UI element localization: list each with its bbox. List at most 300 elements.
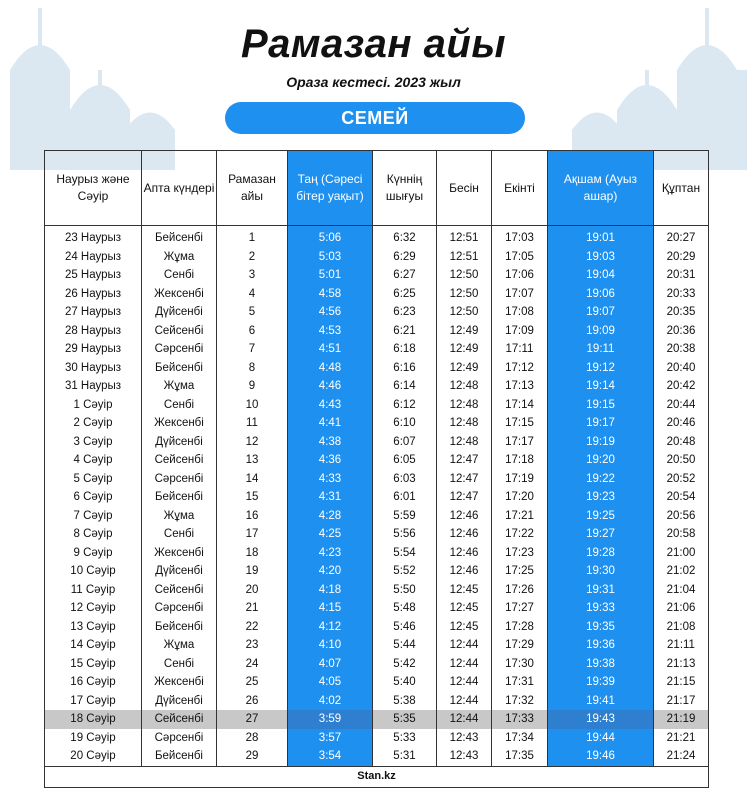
cell-suhoor: 3:57: [288, 729, 373, 748]
table-row: [45, 340, 709, 359]
cell-asr: 17:27: [492, 599, 548, 618]
cell-iftar: 19:27: [548, 525, 654, 544]
cell-iftar: 19:35: [548, 618, 654, 637]
cell-iftar: 19:20: [548, 451, 654, 470]
cell-weekday: Сенбі: [142, 396, 217, 415]
table-row: [45, 248, 709, 267]
cell-isha: 20:29: [654, 248, 709, 267]
cell-isha: 21:24: [654, 747, 709, 766]
cell-iftar: 19:25: [548, 507, 654, 526]
cell-suhoor: 4:46: [288, 377, 373, 396]
cell-sunrise: 5:33: [373, 729, 437, 748]
cell-iftar: 19:33: [548, 599, 654, 618]
cell-sunrise: 5:46: [373, 618, 437, 637]
cell-date: 12 Сәуір: [45, 599, 142, 618]
cell-date: 2 Сәуір: [45, 414, 142, 433]
cell-ramadan-day: 10: [217, 396, 288, 415]
cell-sunrise: 5:42: [373, 655, 437, 674]
cell-isha: 21:19: [654, 710, 709, 729]
cell-isha: 20:42: [654, 377, 709, 396]
table-row: [45, 226, 709, 248]
cell-isha: 20:52: [654, 470, 709, 489]
cell-ramadan-day: 5: [217, 303, 288, 322]
cell-weekday: Бейсенбі: [142, 359, 217, 378]
cell-suhoor: 4:51: [288, 340, 373, 359]
col-header-ramadan-day: Рамазан айы: [217, 151, 288, 226]
cell-dhuhr: 12:47: [437, 451, 492, 470]
cell-ramadan-day: 8: [217, 359, 288, 378]
cell-isha: 20:33: [654, 285, 709, 304]
cell-iftar: 19:43: [548, 710, 654, 729]
cell-ramadan-day: 6: [217, 322, 288, 341]
cell-sunrise: 5:54: [373, 544, 437, 563]
cell-iftar: 19:11: [548, 340, 654, 359]
cell-ramadan-day: 25: [217, 673, 288, 692]
cell-ramadan-day: 13: [217, 451, 288, 470]
cell-date: 8 Сәуір: [45, 525, 142, 544]
cell-iftar: 19:03: [548, 248, 654, 267]
page-title: Рамазан айы: [240, 22, 507, 66]
cell-asr: 17:09: [492, 322, 548, 341]
cell-sunrise: 6:18: [373, 340, 437, 359]
cell-asr: 17:17: [492, 433, 548, 452]
cell-date: 28 Наурыз: [45, 322, 142, 341]
cell-ramadan-day: 2: [217, 248, 288, 267]
cell-dhuhr: 12:44: [437, 673, 492, 692]
cell-asr: 17:19: [492, 470, 548, 489]
cell-isha: 20:46: [654, 414, 709, 433]
cell-sunrise: 5:52: [373, 562, 437, 581]
cell-dhuhr: 12:46: [437, 525, 492, 544]
cell-ramadan-day: 20: [217, 581, 288, 600]
cell-isha: 20:40: [654, 359, 709, 378]
table-row: [45, 266, 709, 285]
table-row: [45, 729, 709, 748]
table-row: [45, 599, 709, 618]
cell-iftar: 19:14: [548, 377, 654, 396]
table-row: [45, 303, 709, 322]
cell-date: 13 Сәуір: [45, 618, 142, 637]
cell-dhuhr: 12:51: [437, 248, 492, 267]
cell-weekday: Сәрсенбі: [142, 340, 217, 359]
cell-sunrise: 6:01: [373, 488, 437, 507]
cell-suhoor: 4:07: [288, 655, 373, 674]
cell-iftar: 19:31: [548, 581, 654, 600]
cell-weekday: Жұма: [142, 248, 217, 267]
cell-suhoor: 4:15: [288, 599, 373, 618]
cell-date: 25 Наурыз: [45, 266, 142, 285]
cell-iftar: 19:30: [548, 562, 654, 581]
cell-sunrise: 6:29: [373, 248, 437, 267]
cell-isha: 20:50: [654, 451, 709, 470]
cell-sunrise: 5:40: [373, 673, 437, 692]
cell-weekday: Бейсенбі: [142, 488, 217, 507]
table-row: [45, 747, 709, 766]
cell-weekday: Сенбі: [142, 266, 217, 285]
cell-asr: 17:23: [492, 544, 548, 563]
table-row: [45, 433, 709, 452]
cell-isha: 20:44: [654, 396, 709, 415]
cell-ramadan-day: 24: [217, 655, 288, 674]
cell-sunrise: 6:03: [373, 470, 437, 489]
cell-suhoor: 4:56: [288, 303, 373, 322]
cell-asr: 17:34: [492, 729, 548, 748]
cell-dhuhr: 12:50: [437, 303, 492, 322]
cell-ramadan-day: 17: [217, 525, 288, 544]
cell-date: 15 Сәуір: [45, 655, 142, 674]
cell-ramadan-day: 1: [217, 226, 288, 248]
cell-suhoor: 4:43: [288, 396, 373, 415]
cell-date: 14 Сәуір: [45, 636, 142, 655]
cell-date: 10 Сәуір: [45, 562, 142, 581]
cell-suhoor: 5:06: [288, 226, 373, 248]
cell-iftar: 19:36: [548, 636, 654, 655]
cell-date: 31 Наурыз: [45, 377, 142, 396]
cell-suhoor: 4:36: [288, 451, 373, 470]
cell-ramadan-day: 7: [217, 340, 288, 359]
cell-weekday: Дүйсенбі: [142, 433, 217, 452]
cell-weekday: Сейсенбі: [142, 322, 217, 341]
cell-dhuhr: 12:48: [437, 377, 492, 396]
cell-suhoor: 4:58: [288, 285, 373, 304]
cell-asr: 17:03: [492, 226, 548, 248]
cell-isha: 21:02: [654, 562, 709, 581]
cell-suhoor: 3:59: [288, 710, 373, 729]
cell-sunrise: 6:05: [373, 451, 437, 470]
cell-weekday: Сейсенбі: [142, 710, 217, 729]
cell-sunrise: 6:07: [373, 433, 437, 452]
cell-ramadan-day: 22: [217, 618, 288, 637]
cell-iftar: 19:15: [548, 396, 654, 415]
cell-iftar: 19:41: [548, 692, 654, 711]
cell-asr: 17:13: [492, 377, 548, 396]
cell-weekday: Жексенбі: [142, 414, 217, 433]
cell-dhuhr: 12:44: [437, 692, 492, 711]
cell-ramadan-day: 26: [217, 692, 288, 711]
cell-asr: 17:06: [492, 266, 548, 285]
cell-dhuhr: 12:49: [437, 340, 492, 359]
cell-weekday: Жұма: [142, 377, 217, 396]
city-badge: СЕМЕЙ: [225, 102, 525, 134]
cell-dhuhr: 12:48: [437, 396, 492, 415]
cell-date: 26 Наурыз: [45, 285, 142, 304]
cell-suhoor: 4:38: [288, 433, 373, 452]
cell-isha: 20:54: [654, 488, 709, 507]
table-row: [45, 322, 709, 341]
cell-sunrise: 6:16: [373, 359, 437, 378]
cell-isha: 21:04: [654, 581, 709, 600]
cell-asr: 17:32: [492, 692, 548, 711]
cell-iftar: 19:19: [548, 433, 654, 452]
cell-asr: 17:25: [492, 562, 548, 581]
cell-weekday: Сәрсенбі: [142, 599, 217, 618]
cell-asr: 17:29: [492, 636, 548, 655]
cell-iftar: 19:07: [548, 303, 654, 322]
cell-date: 4 Сәуір: [45, 451, 142, 470]
cell-weekday: Жұма: [142, 507, 217, 526]
cell-dhuhr: 12:44: [437, 655, 492, 674]
cell-suhoor: 4:18: [288, 581, 373, 600]
cell-suhoor: 4:33: [288, 470, 373, 489]
cell-weekday: Бейсенбі: [142, 226, 217, 248]
cell-sunrise: 6:14: [373, 377, 437, 396]
cell-asr: 17:05: [492, 248, 548, 267]
cell-suhoor: 5:01: [288, 266, 373, 285]
table-row: [45, 710, 709, 729]
cell-ramadan-day: 11: [217, 414, 288, 433]
cell-date: 30 Наурыз: [45, 359, 142, 378]
table-row: [45, 655, 709, 674]
cell-sunrise: 6:23: [373, 303, 437, 322]
cell-suhoor: 4:48: [288, 359, 373, 378]
cell-suhoor: 4:28: [288, 507, 373, 526]
cell-date: 29 Наурыз: [45, 340, 142, 359]
cell-dhuhr: 12:47: [437, 488, 492, 507]
cell-ramadan-day: 28: [217, 729, 288, 748]
table-row: [45, 544, 709, 563]
cell-iftar: 19:01: [548, 226, 654, 248]
cell-date: 19 Сәуір: [45, 729, 142, 748]
cell-date: 6 Сәуір: [45, 488, 142, 507]
cell-date: 5 Сәуір: [45, 470, 142, 489]
table-row: [45, 618, 709, 637]
cell-asr: 17:18: [492, 451, 548, 470]
cell-ramadan-day: 14: [217, 470, 288, 489]
cell-suhoor: 4:05: [288, 673, 373, 692]
cell-ramadan-day: 27: [217, 710, 288, 729]
cell-asr: 17:30: [492, 655, 548, 674]
table-row: [45, 414, 709, 433]
col-header-suhoor: Таң (Сәресі бітер уақыт): [288, 151, 373, 226]
cell-dhuhr: 12:48: [437, 414, 492, 433]
cell-ramadan-day: 29: [217, 747, 288, 766]
cell-sunrise: 6:12: [373, 396, 437, 415]
cell-isha: 20:48: [654, 433, 709, 452]
cell-weekday: Сәрсенбі: [142, 470, 217, 489]
cell-asr: 17:35: [492, 747, 548, 766]
cell-isha: 20:38: [654, 340, 709, 359]
cell-sunrise: 6:27: [373, 266, 437, 285]
cell-iftar: 19:06: [548, 285, 654, 304]
cell-asr: 17:14: [492, 396, 548, 415]
cell-isha: 21:21: [654, 729, 709, 748]
cell-ramadan-day: 9: [217, 377, 288, 396]
col-header-asr: Екінті: [492, 151, 548, 226]
table-row: [45, 507, 709, 526]
cell-suhoor: 4:31: [288, 488, 373, 507]
fasting-schedule-table: [44, 150, 709, 788]
cell-suhoor: 3:54: [288, 747, 373, 766]
cell-dhuhr: 12:46: [437, 562, 492, 581]
cell-dhuhr: 12:46: [437, 544, 492, 563]
cell-weekday: Сенбі: [142, 655, 217, 674]
cell-date: 11 Сәуір: [45, 581, 142, 600]
cell-weekday: Дүйсенбі: [142, 562, 217, 581]
cell-suhoor: 4:02: [288, 692, 373, 711]
table-row: [45, 470, 709, 489]
cell-weekday: Жексенбі: [142, 285, 217, 304]
table-row: [45, 525, 709, 544]
cell-isha: 20:27: [654, 226, 709, 248]
cell-date: 16 Сәуір: [45, 673, 142, 692]
cell-isha: 21:11: [654, 636, 709, 655]
cell-suhoor: 4:25: [288, 525, 373, 544]
cell-isha: 21:06: [654, 599, 709, 618]
cell-dhuhr: 12:44: [437, 710, 492, 729]
table-row: [45, 692, 709, 711]
cell-ramadan-day: 4: [217, 285, 288, 304]
table-row: [45, 636, 709, 655]
cell-ramadan-day: 16: [217, 507, 288, 526]
cell-date: 3 Сәуір: [45, 433, 142, 452]
cell-asr: 17:26: [492, 581, 548, 600]
cell-dhuhr: 12:49: [437, 322, 492, 341]
cell-date: 23 Наурыз: [45, 226, 142, 248]
cell-isha: 20:35: [654, 303, 709, 322]
cell-iftar: 19:09: [548, 322, 654, 341]
cell-asr: 17:07: [492, 285, 548, 304]
table-header-row: [45, 151, 709, 226]
cell-iftar: 19:12: [548, 359, 654, 378]
cell-isha: 21:13: [654, 655, 709, 674]
cell-sunrise: 5:38: [373, 692, 437, 711]
col-header-weekday: Апта күндері: [142, 151, 217, 226]
cell-isha: 20:56: [654, 507, 709, 526]
table-row: [45, 581, 709, 600]
cell-suhoor: 4:10: [288, 636, 373, 655]
cell-sunrise: 5:35: [373, 710, 437, 729]
cell-iftar: 19:28: [548, 544, 654, 563]
cell-asr: 17:12: [492, 359, 548, 378]
cell-sunrise: 5:50: [373, 581, 437, 600]
cell-date: 24 Наурыз: [45, 248, 142, 267]
cell-dhuhr: 12:51: [437, 226, 492, 248]
cell-ramadan-day: 12: [217, 433, 288, 452]
cell-ramadan-day: 23: [217, 636, 288, 655]
col-header-date: Наурыз және Сәуір: [45, 151, 142, 226]
cell-weekday: Жексенбі: [142, 673, 217, 692]
cell-asr: 17:20: [492, 488, 548, 507]
col-header-dhuhr: Бесін: [437, 151, 492, 226]
table-footer-row: [45, 766, 709, 787]
cell-date: 20 Сәуір: [45, 747, 142, 766]
cell-dhuhr: 12:49: [437, 359, 492, 378]
table-row: [45, 673, 709, 692]
col-header-iftar: Ақшам (Ауыз ашар): [548, 151, 654, 226]
cell-sunrise: 5:56: [373, 525, 437, 544]
cell-suhoor: 4:41: [288, 414, 373, 433]
cell-sunrise: 6:21: [373, 322, 437, 341]
cell-dhuhr: 12:46: [437, 507, 492, 526]
cell-sunrise: 6:25: [373, 285, 437, 304]
cell-asr: 17:22: [492, 525, 548, 544]
cell-sunrise: 6:32: [373, 226, 437, 248]
cell-iftar: 19:39: [548, 673, 654, 692]
cell-isha: 20:36: [654, 322, 709, 341]
cell-asr: 17:28: [492, 618, 548, 637]
cell-dhuhr: 12:50: [437, 285, 492, 304]
cell-dhuhr: 12:48: [437, 433, 492, 452]
cell-isha: 20:58: [654, 525, 709, 544]
cell-weekday: Жұма: [142, 636, 217, 655]
cell-date: 9 Сәуір: [45, 544, 142, 563]
page-subtitle: Ораза кестесі. 2023 жыл: [286, 74, 461, 90]
table-row: [45, 451, 709, 470]
cell-weekday: Сәрсенбі: [142, 729, 217, 748]
cell-dhuhr: 12:45: [437, 599, 492, 618]
cell-sunrise: 5:48: [373, 599, 437, 618]
cell-sunrise: 6:10: [373, 414, 437, 433]
cell-sunrise: 5:44: [373, 636, 437, 655]
cell-date: 1 Сәуір: [45, 396, 142, 415]
cell-dhuhr: 12:45: [437, 581, 492, 600]
cell-isha: 20:31: [654, 266, 709, 285]
cell-iftar: 19:46: [548, 747, 654, 766]
cell-isha: 21:17: [654, 692, 709, 711]
cell-sunrise: 5:59: [373, 507, 437, 526]
cell-asr: 17:31: [492, 673, 548, 692]
cell-iftar: 19:38: [548, 655, 654, 674]
cell-dhuhr: 12:43: [437, 729, 492, 748]
cell-asr: 17:21: [492, 507, 548, 526]
table-row: [45, 285, 709, 304]
table-row: [45, 359, 709, 378]
cell-dhuhr: 12:47: [437, 470, 492, 489]
cell-suhoor: 4:20: [288, 562, 373, 581]
cell-date: 17 Сәуір: [45, 692, 142, 711]
cell-weekday: Дүйсенбі: [142, 692, 217, 711]
cell-isha: 21:00: [654, 544, 709, 563]
cell-weekday: Сейсенбі: [142, 581, 217, 600]
cell-iftar: 19:23: [548, 488, 654, 507]
cell-weekday: Бейсенбі: [142, 618, 217, 637]
cell-iftar: 19:44: [548, 729, 654, 748]
col-header-isha: Құптан: [654, 151, 709, 226]
cell-iftar: 19:17: [548, 414, 654, 433]
cell-ramadan-day: 3: [217, 266, 288, 285]
table-row: [45, 377, 709, 396]
cell-suhoor: 4:23: [288, 544, 373, 563]
cell-ramadan-day: 21: [217, 599, 288, 618]
cell-asr: 17:33: [492, 710, 548, 729]
cell-asr: 17:11: [492, 340, 548, 359]
table-row: [45, 488, 709, 507]
cell-sunrise: 5:31: [373, 747, 437, 766]
cell-dhuhr: 12:44: [437, 636, 492, 655]
cell-weekday: Бейсенбі: [142, 747, 217, 766]
table-row: [45, 396, 709, 415]
cell-suhoor: 4:53: [288, 322, 373, 341]
cell-suhoor: 5:03: [288, 248, 373, 267]
cell-dhuhr: 12:43: [437, 747, 492, 766]
cell-weekday: Сенбі: [142, 525, 217, 544]
cell-ramadan-day: 15: [217, 488, 288, 507]
cell-suhoor: 4:12: [288, 618, 373, 637]
cell-date: 18 Сәуір: [45, 710, 142, 729]
cell-date: 7 Сәуір: [45, 507, 142, 526]
cell-isha: 21:15: [654, 673, 709, 692]
cell-dhuhr: 12:45: [437, 618, 492, 637]
cell-isha: 21:08: [654, 618, 709, 637]
cell-iftar: 19:22: [548, 470, 654, 489]
cell-weekday: Дүйсенбі: [142, 303, 217, 322]
table-row: [45, 562, 709, 581]
cell-weekday: Сейсенбі: [142, 451, 217, 470]
cell-ramadan-day: 19: [217, 562, 288, 581]
cell-iftar: 19:04: [548, 266, 654, 285]
cell-ramadan-day: 18: [217, 544, 288, 563]
cell-asr: 17:08: [492, 303, 548, 322]
